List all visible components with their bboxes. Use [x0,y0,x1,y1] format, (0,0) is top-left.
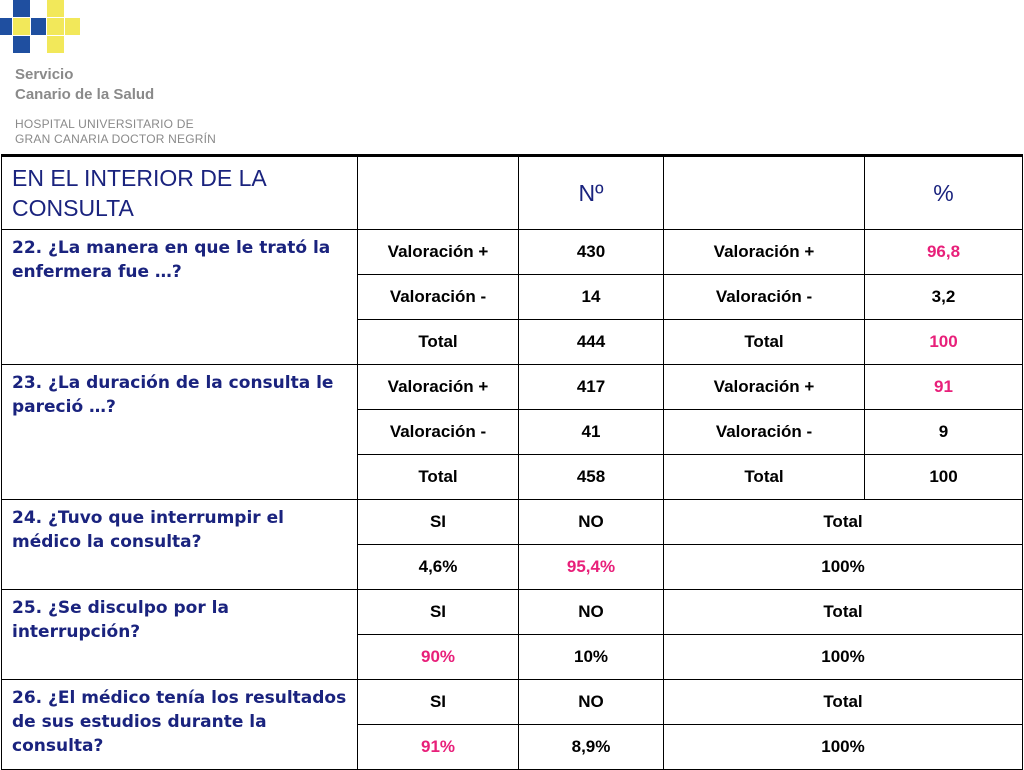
rating-label: Valoración + [358,365,519,410]
logo-org-line2: Canario de la Salud [15,86,155,103]
si-value: 90% [358,635,519,680]
rating-label: Valoración + [664,365,865,410]
option-total: Total [664,500,1023,545]
logo-square [13,0,30,17]
rating-label: Valoración - [664,410,865,455]
percent-value: 91 [865,365,1023,410]
option-no: NO [519,500,664,545]
percent-value: 100 [865,455,1023,500]
count-value: 458 [519,455,664,500]
count-value: 444 [519,320,664,365]
logo-square [65,18,80,35]
header-percent: % [865,156,1023,230]
si-value: 91% [358,725,519,770]
rating-label: Valoración - [358,410,519,455]
total-label: Total [358,455,519,500]
table-header-row [2,156,1023,230]
count-value: 14 [519,275,664,320]
logo-square [47,0,64,17]
option-si: SI [358,680,519,725]
table-row [2,365,1023,410]
count-value: 417 [519,365,664,410]
logo-square [13,18,30,35]
header-empty-cell [664,156,865,230]
rating-label: Valoración - [664,275,865,320]
table-row [2,680,1023,725]
no-value: 95,4% [519,545,664,590]
total-label: Total [664,455,865,500]
total-label: Total [358,320,519,365]
question-24: 24. ¿Tuvo que interrumpir el médico la consulta? [2,500,358,590]
logo-square [47,36,64,53]
percent-value: 9 [865,410,1023,455]
rating-label: Valoración - [358,275,519,320]
option-si: SI [358,590,519,635]
table-row [2,590,1023,635]
logo-square [0,18,12,35]
count-value: 41 [519,410,664,455]
question-23: 23. ¿La duración de la consulta le pareció …? [2,365,358,500]
no-value: 8,9% [519,725,664,770]
table-row [2,500,1023,545]
logo-square [47,18,64,35]
question-25: 25. ¿Se disculpo por la interrupción? [2,590,358,680]
si-value: 4,6% [358,545,519,590]
total-value: 100% [664,545,1023,590]
table-row [2,230,1023,275]
percent-value: 3,2 [865,275,1023,320]
no-value: 10% [519,635,664,680]
total-label: Total [664,320,865,365]
survey-results-table [1,154,1023,770]
total-value: 100% [664,635,1023,680]
logo-square [31,18,46,35]
logo-org-line1: Servicio [15,66,74,83]
option-si: SI [358,500,519,545]
header-empty-cell [358,156,519,230]
percent-value: 96,8 [865,230,1023,275]
option-total: Total [664,590,1023,635]
header-count: Nº [519,156,664,230]
total-value: 100% [664,725,1023,770]
question-22: 22. ¿La manera en que le trató la enfermera fue …? [2,230,358,365]
rating-label: Valoración + [358,230,519,275]
logo-square [13,36,30,53]
percent-value: 100 [865,320,1023,365]
section-title: EN EL INTERIOR DE LA CONSULTA [2,156,358,230]
option-total: Total [664,680,1023,725]
logo-hospital-line2: GRAN CANARIA DOCTOR NEGRÍN [15,132,217,146]
logo-hospital-line1: HOSPITAL UNIVERSITARIO DE [15,117,194,131]
rating-label: Valoración + [664,230,865,275]
option-no: NO [519,680,664,725]
question-26: 26. ¿El médico tenía los resultados de sus estudios durante la consulta? [2,680,358,770]
option-no: NO [519,590,664,635]
count-value: 430 [519,230,664,275]
hospital-logo [0,0,260,150]
